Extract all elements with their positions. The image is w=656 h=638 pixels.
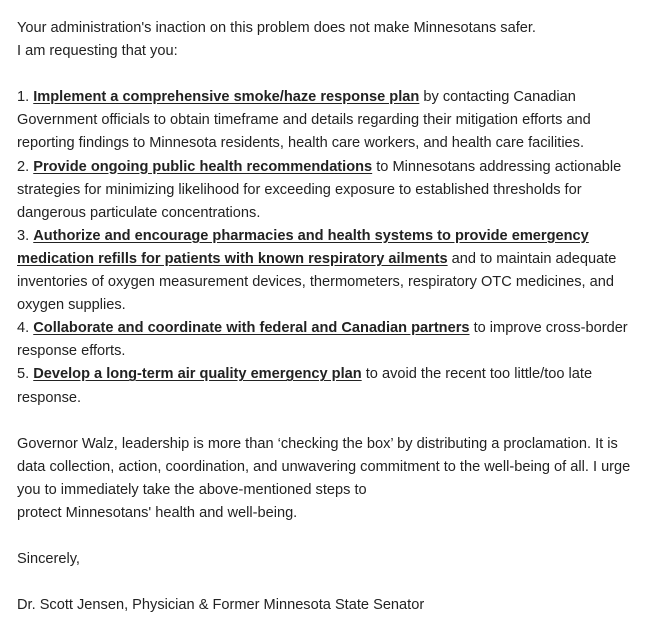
request-item-1 (17, 86, 649, 155)
request-item-2 (17, 156, 649, 225)
request-emphasis-link[interactable]: Authorize and encourage pharmacies and health systems to provide emergency medication refills for patients with known respiratory ailments (17, 227, 589, 267)
spacer (17, 571, 649, 594)
signoff: Sincerely, (17, 551, 80, 568)
intro-line-2: I am requesting that you: (17, 43, 178, 60)
request-text: by contacting Canadian Government officials to obtain timeframe and details regarding their mitigation efforts and reporting findings to Minnesota residents, health care workers, and health care facilities. (17, 89, 591, 152)
spacer (17, 410, 649, 433)
request-text: and to maintain adequate inventories of oxygen measurement devices, thermometers, respiratory OTC medicines, and oxygen supplies. (17, 250, 617, 314)
request-emphasis-link[interactable]: Collaborate and coordinate with federal and Canadian partners (33, 320, 470, 337)
intro-paragraph (17, 17, 649, 63)
request-number: 1. (17, 89, 34, 106)
intro-line-1: Your administration's inaction on this problem does not make Minnesotans safer. (17, 20, 536, 36)
request-item-3 (17, 225, 649, 317)
signature: Dr. Scott Jensen, Physician & Former Minnesota State Senator (17, 597, 425, 614)
spacer (17, 525, 649, 548)
request-list (17, 86, 649, 409)
closing-last-line: protect Minnesotans' health and well-being. (17, 504, 298, 521)
request-emphasis-link[interactable]: Implement a comprehensive smoke/haze response plan (33, 89, 420, 106)
closing-text: Governor Walz, leadership is more than ‘checking the box’ by distributing a proclamation. It is data collection, action, coordination, and unwavering commitment to the well-being of all. I urge you to immediately take the above-mentioned steps to (17, 435, 631, 498)
spacer (17, 63, 649, 86)
closing-paragraph (17, 433, 649, 525)
letter-body (17, 17, 649, 617)
request-text: to improve cross-border response efforts. (17, 320, 628, 360)
request-number: 2. (17, 158, 34, 175)
request-text: to avoid the recent too little/too late response. (17, 366, 593, 406)
request-emphasis-link[interactable]: Develop a long-term air quality emergency plan (33, 366, 362, 383)
request-emphasis-link[interactable]: Provide ongoing public health recommendations (33, 158, 373, 175)
request-number: 3. (17, 227, 34, 244)
request-number: 5. (17, 366, 34, 383)
request-item-5 (17, 363, 649, 409)
request-number: 4. (17, 320, 34, 337)
request-text: to Minnesotans addressing actionable strategies for minimizing likelihood for exceeding exposure to established thresholds for dangerous particulate concentrations. (17, 158, 622, 221)
request-item-4 (17, 317, 649, 363)
